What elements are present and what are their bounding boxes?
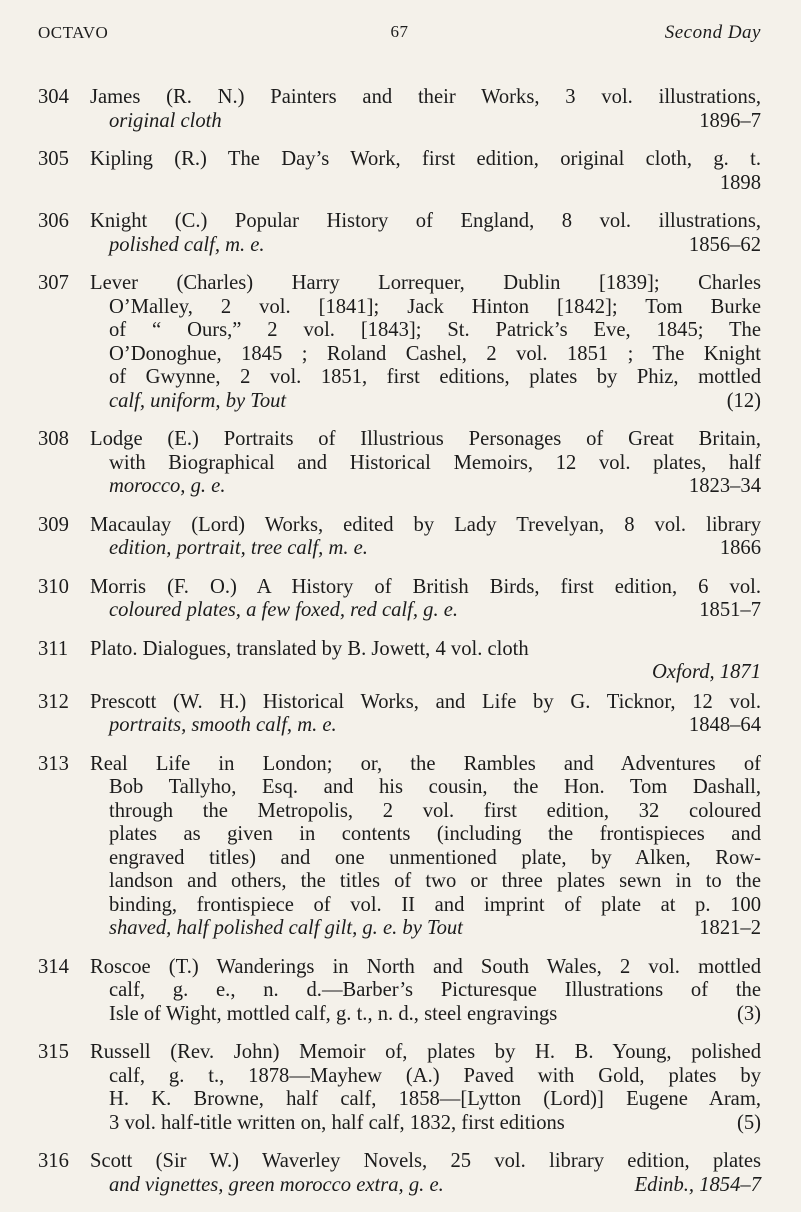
- lot-text: 3 vol. half-title written on, half calf, 1832, first editions: [109, 1111, 565, 1134]
- lot-number: 305: [38, 148, 69, 170]
- lot-entry: [38, 148, 761, 195]
- lot-text: Kipling (R.) The Day’s Work, first edition, original cloth, g. t.: [90, 148, 761, 170]
- lot-text: engraved titles) and one unmentioned plate, by Alken, Row-: [109, 846, 761, 869]
- lot-number: 307: [38, 272, 69, 294]
- lot-text: coloured plates, a few foxed, red calf, g. e.: [109, 599, 459, 621]
- lot-text: Isle of Wight, mottled calf, g. t., n. d., steel engravings: [109, 1002, 558, 1025]
- lot-text: and vignettes, green morocco extra, g. e.: [109, 1173, 444, 1196]
- lot-text: Russell (Rev. John) Memoir of, plates by H. B. Young, polished: [90, 1041, 761, 1063]
- lot-quantity: (12): [726, 389, 761, 412]
- lot-date: 1848–64: [688, 714, 761, 736]
- page-header: [38, 22, 761, 44]
- lot-text: Knight (C.) Popular History of England, 8 vol. illustrations,: [90, 210, 761, 232]
- lot-entry: [38, 638, 761, 685]
- lot-text: Real Life in London; or, the Rambles and Adventures of: [90, 752, 761, 775]
- lot-entry: [38, 514, 761, 561]
- lot-text: binding, frontispiece of vol. II and imprint of plate at p. 100: [109, 893, 761, 916]
- lot-number: 314: [38, 955, 69, 978]
- lot-quantity: (5): [736, 1111, 761, 1134]
- lot-text: plates as given in contents (including the frontispieces and: [109, 823, 761, 845]
- lot-number: 310: [38, 575, 69, 598]
- lot-text: calf, g. e., n. d.—Barber’s Picturesque Illustrations of the: [109, 979, 761, 1001]
- lot-text: O’Donoghue, 1845 ; Roland Cashel, 2 vol. 1851 ; The Knight: [109, 342, 761, 365]
- lot-text: original cloth: [109, 109, 222, 132]
- lot-text: Bob Tallyho, Esq. and his cousin, the Hon. Tom Dashall,: [109, 776, 761, 798]
- lot-date: 1898: [719, 171, 761, 194]
- lot-text: calf, g. t., 1878—Mayhew (A.) Paved with Gold, plates by: [109, 1064, 761, 1087]
- lot-number: 315: [38, 1041, 69, 1063]
- lot-text: Plato. Dialogues, translated by B. Jowett, 4 vol. cloth: [90, 637, 529, 660]
- lot-number: 304: [38, 86, 69, 108]
- lot-text: Lodge (E.) Portraits of Illustrious Personages of Great Britain,: [90, 428, 761, 450]
- lot-text: with Biographical and Historical Memoirs, 12 vol. plates, half: [109, 451, 761, 474]
- lot-number: 312: [38, 690, 69, 713]
- lot-text: Lever (Charles) Harry Lorrequer, Dublin [1839]; Charles: [90, 272, 761, 294]
- lot-imprint: Edinb., 1854–7: [634, 1173, 761, 1196]
- lot-date: 1851–7: [699, 599, 761, 621]
- lot-text: Morris (F. O.) A History of British Birds, first edition, 6 vol.: [90, 575, 761, 598]
- lot-date: 1821–2: [699, 917, 761, 939]
- lot-text: Macaulay (Lord) Works, edited by Lady Trevelyan, 8 vol. library: [90, 513, 761, 536]
- lot-entry: [38, 428, 761, 499]
- lot-entry: [38, 1041, 761, 1135]
- lot-text: Scott (Sir W.) Waverley Novels, 25 vol. library edition, plates: [90, 1150, 761, 1172]
- lot-text: morocco, g. e.: [109, 475, 226, 497]
- header-sale-day: Second Day: [664, 22, 761, 43]
- lot-quantity: (3): [736, 1002, 761, 1025]
- lot-date: 1866: [719, 537, 761, 559]
- lot-entry: [38, 210, 761, 257]
- lot-entry: [38, 753, 761, 941]
- lot-text: H. K. Browne, half calf, 1858—[Lytton (Lord)] Eugene Aram,: [109, 1088, 761, 1110]
- lot-number: 313: [38, 752, 69, 775]
- lot-list: [38, 86, 761, 1212]
- lot-text: of “ Ours,” 2 vol. [1843]; St. Patrick’s Eve, 1845; The: [109, 319, 761, 341]
- header-format: OCTAVO: [38, 23, 109, 42]
- lot-number: 309: [38, 513, 69, 536]
- lot-number: 308: [38, 428, 69, 450]
- lot-text: portraits, smooth calf, m. e.: [109, 714, 337, 736]
- lot-date: 1856–62: [688, 233, 761, 256]
- lot-text: landson and others, the titles of two or three plates sewn in to the: [109, 870, 761, 892]
- lot-entry: [38, 1150, 761, 1197]
- lot-number: 306: [38, 210, 69, 232]
- lot-date: 1896–7: [699, 109, 761, 132]
- lot-text: Roscoe (T.) Wanderings in North and South Wales, 2 vol. mottled: [90, 955, 761, 978]
- lot-date: 1823–34: [688, 475, 761, 497]
- lot-text: shaved, half polished calf gilt, g. e. by Tout: [109, 917, 463, 939]
- lot-text: through the Metropolis, 2 vol. first edition, 32 coloured: [109, 799, 761, 822]
- lot-text: of Gwynne, 2 vol. 1851, first editions, plates by Phiz, mottled: [109, 366, 761, 388]
- lot-entry: [38, 576, 761, 623]
- lot-text: calf, uniform, by Tout: [109, 389, 287, 412]
- lot-text: James (R. N.) Painters and their Works, 3 vol. illustrations,: [90, 86, 761, 108]
- lot-text: edition, portrait, tree calf, m. e.: [109, 537, 368, 559]
- lot-entry: [38, 691, 761, 738]
- lot-text: Prescott (W. H.) Historical Works, and Life by G. Ticknor, 12 vol.: [90, 690, 761, 713]
- lot-number: 311: [38, 637, 69, 660]
- lot-entry: [38, 86, 761, 133]
- page-number: 67: [390, 22, 409, 41]
- lot-number: 316: [38, 1150, 69, 1172]
- lot-imprint: Oxford, 1871: [651, 661, 761, 683]
- lot-text: polished calf, m. e.: [109, 233, 265, 256]
- lot-entry: [38, 272, 761, 413]
- lot-entry: [38, 956, 761, 1027]
- lot-text: O’Malley, 2 vol. [1841]; Jack Hinton [1842]; Tom Burke: [109, 295, 761, 318]
